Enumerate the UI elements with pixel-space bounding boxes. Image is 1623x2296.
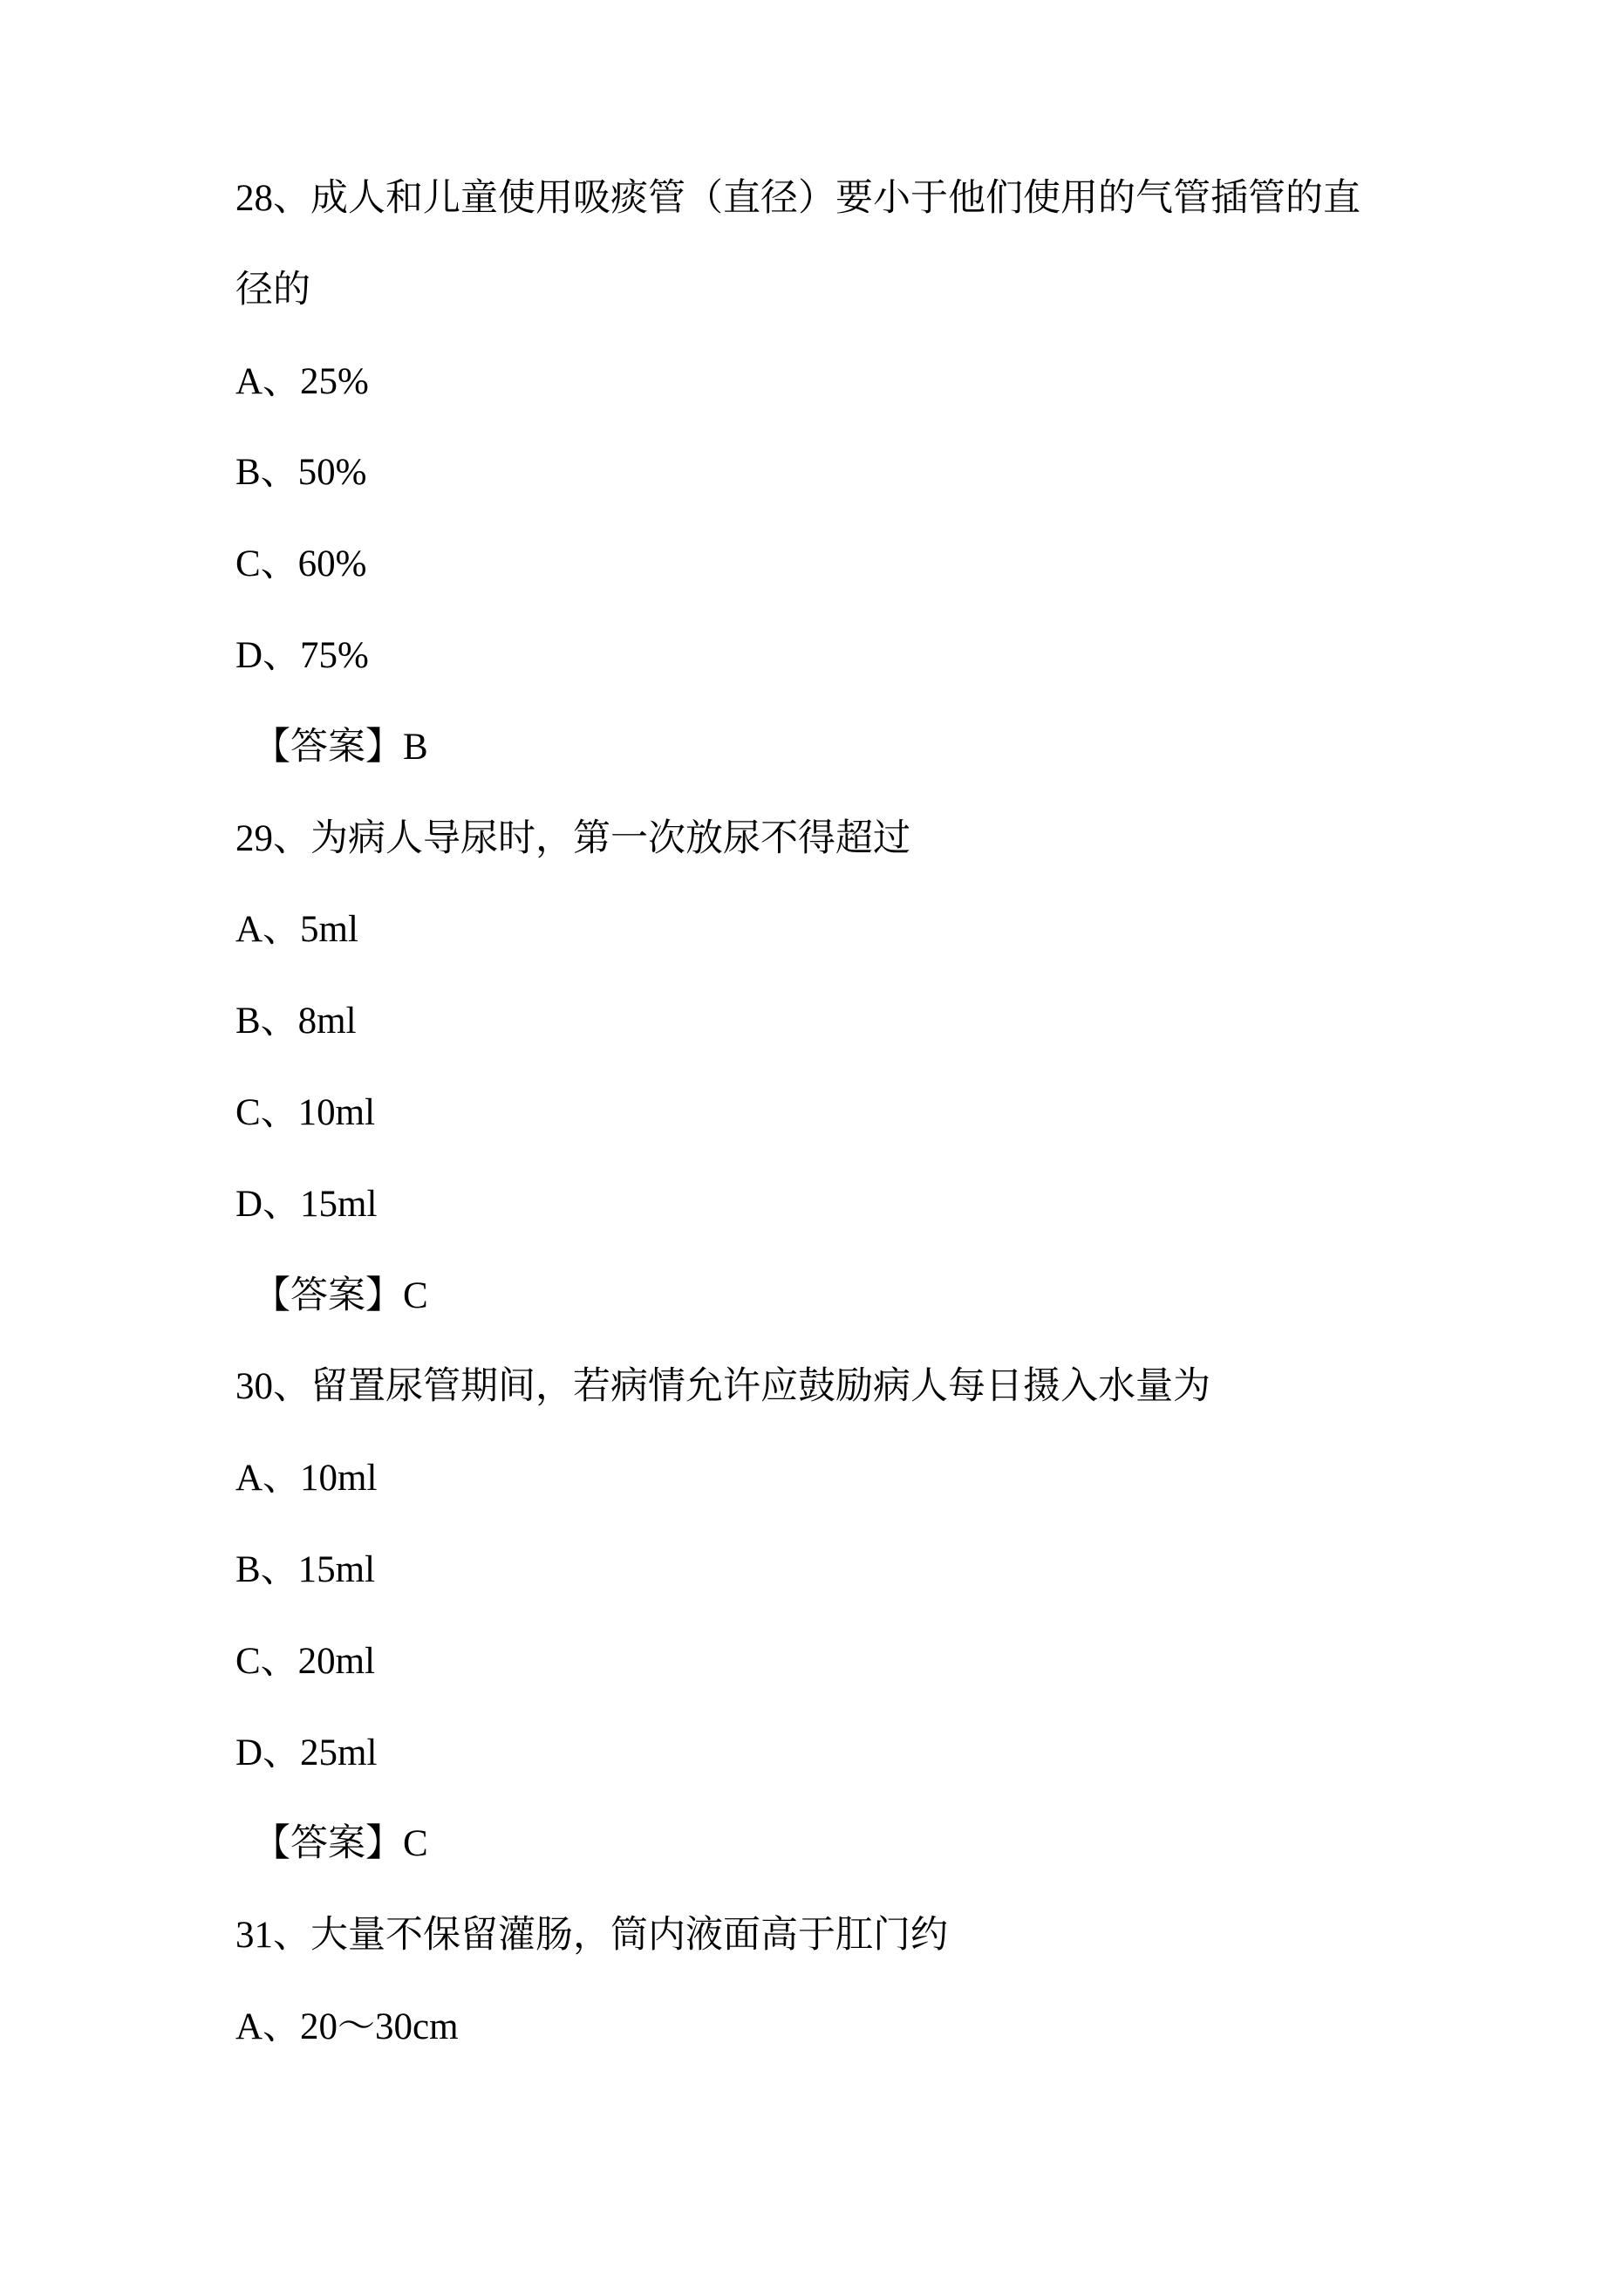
- question-30-option: B、15ml: [235, 1548, 376, 1590]
- question-28-option: C、60%: [235, 543, 367, 585]
- answer-value: C: [403, 1823, 428, 1865]
- question-28-stem-line: 径的: [235, 269, 310, 311]
- question-30-answer: [253, 1799, 1491, 1890]
- question-28-answer: [253, 702, 1491, 794]
- answer-value: B: [403, 726, 428, 768]
- question-29-stem-line: 29、为病人导尿时，第一次放尿不得超过: [235, 817, 910, 859]
- document-page: [235, 154, 1491, 2074]
- question-30-option: D、25ml: [235, 1732, 378, 1773]
- answer-value: C: [403, 1274, 428, 1316]
- question-28-option: B、50%: [235, 452, 367, 494]
- question-28-option: D、75%: [235, 634, 369, 676]
- answer-prefix: 【答案】: [253, 1823, 403, 1865]
- question-29-answer: [253, 1251, 1491, 1343]
- question-29-option: B、8ml: [235, 1001, 357, 1042]
- question-30-stem-line: 30、留置尿管期间，若病情允许应鼓励病人每日摄入水量为: [235, 1366, 1210, 1408]
- question-29-option: C、10ml: [235, 1091, 376, 1133]
- question-28-option: A、25%: [235, 360, 369, 402]
- question-29-option: D、15ml: [235, 1183, 378, 1225]
- question-31-stem-line: 31、大量不保留灌肠，筒内液面高于肛门约: [235, 1915, 948, 1957]
- answer-prefix: 【答案】: [253, 726, 403, 768]
- question-30-option: A、10ml: [235, 1458, 378, 1500]
- question-31-option: A、20〜30cm: [235, 2006, 459, 2047]
- question-29-option: A、5ml: [235, 909, 358, 951]
- answer-prefix: 【答案】: [253, 1274, 403, 1316]
- question-28-stem-line: 28、成人和儿童使用吸痰管（直径）要小于他们使用的气管插管的直: [235, 178, 1360, 219]
- question-30-option: C、20ml: [235, 1640, 376, 1682]
